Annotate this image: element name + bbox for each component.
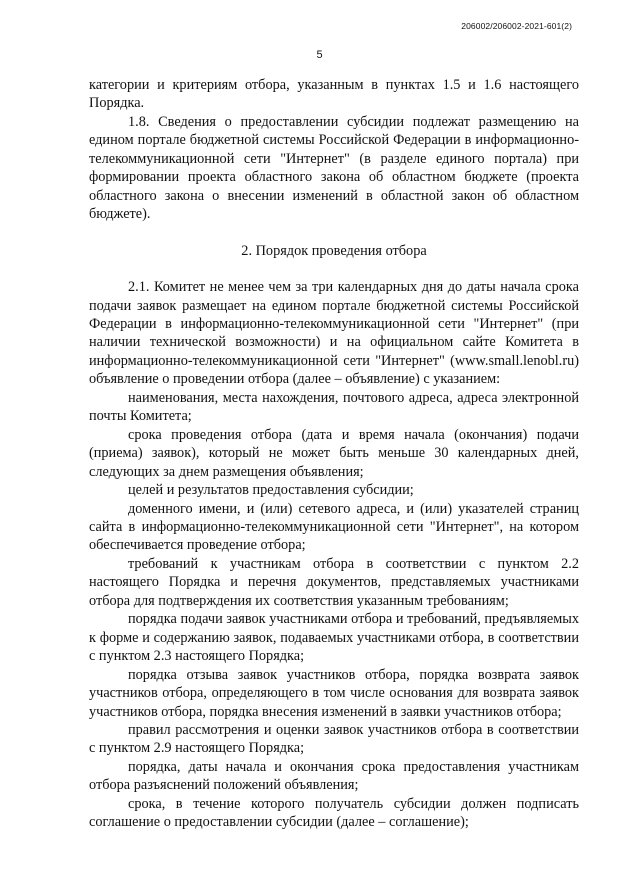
list-item: порядка подачи заявок участниками отбора и требований, предъявляемых к форме и содержанию заявок, подаваемых участниками отбора, в соответствии с пунктом 2.3 настоящего Порядка; [89, 611, 580, 665]
list-item: порядка отзыва заявок участников отбора, порядка возврата заявок участников отбора, определяющего в том числе основания для возврата заявок участников отбора, порядка внесения изменений в заявки участников отбора; [89, 666, 579, 720]
document-body [89, 76, 579, 832]
list-item: порядка, даты начала и окончания срока предоставления участникам отбора разъяснений положений объявления; [89, 758, 579, 794]
paragraph-2-1: 2.1. Комитет не менее чем за три календарных дня до даты начала срока подачи заявок размещает на едином портале бюджетной системы Российской Федерации в информационно-телекоммуникационной сети "Интернет" (при наличии технической возможности) и на официальном сайте Комитета в информационно-телекоммуникационной сети "Интернет" (www.small.lenobl.ru) объявление о проведении отбора (далее – объявление) с указанием: [89, 279, 579, 388]
list-item: правил рассмотрения и оценки заявок участников отбора в соответствии с пунктом 2.9 настоящего Порядка; [89, 721, 579, 757]
list-item: наименования, места нахождения, почтового адреса, адреса электронной почты Комитета; [89, 389, 579, 425]
list-item: срока проведения отбора (дата и время начала (окончания) подачи (приема) заявок), который не может быть меньше 30 календарных дней, следующих за днем размещения объявления; [89, 426, 579, 480]
paragraph-continuation: категории и критериям отбора, указанным в пунктах 1.5 и 1.6 настоящего Порядка. [89, 77, 579, 112]
section-title: 2. Порядок проведения отбора [241, 242, 427, 259]
list-item: требований к участникам отбора в соответствии с пунктом 2.2 настоящего Порядка и перечня документов, представляемых участниками отбора для подтверждения их соответствия указанным требованиям; [89, 555, 579, 609]
list-item: срока, в течение которого получатель субсидии должен подписать соглашение о предоставлении субсидии (далее – соглашение); [89, 795, 579, 831]
list-item: целей и результатов предоставления субсидии; [128, 482, 414, 499]
spacer [89, 260, 579, 278]
spacer [89, 224, 579, 242]
paragraph-1-8: 1.8. Сведения о предоставлении субсидии подлежат размещению на едином портале бюджетной системы Российской Федерации в информационно-телекоммуникационной сети "Интернет" (в разделе единого портала) при формировании проекта областного закона об областном бюджете (проекта областного закона о внесении изменений в областной закон об областном бюджете). [89, 113, 579, 223]
page-number: 5 [316, 49, 323, 61]
document-id: 206002/206002-2021-601(2) [461, 21, 572, 31]
list-item: доменного имени, и (или) сетевого адреса, и (или) указателей страниц сайта в информационно-телекоммуникационной сети "Интернет", на котором обеспечивается проведение отбора; [89, 500, 579, 554]
